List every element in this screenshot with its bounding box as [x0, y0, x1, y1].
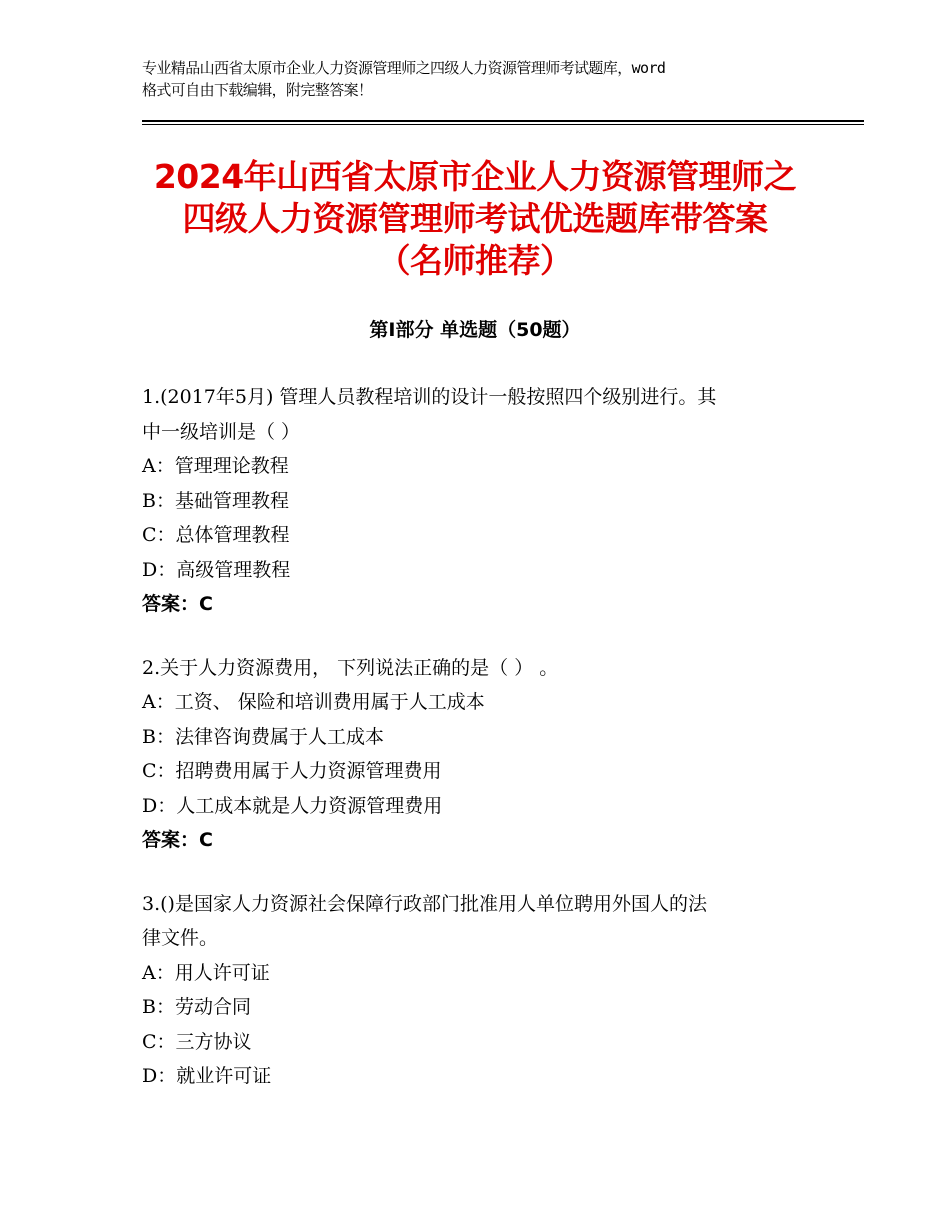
option-b: B：劳动合同	[142, 996, 251, 1018]
header-rule-thin	[142, 124, 864, 125]
header-note-line-1: 专业精品山西省太原市企业人力资源管理师之四级人力资源管理师考试题库，word	[142, 59, 666, 77]
option-c: C：招聘费用属于人力资源管理费用	[142, 760, 442, 782]
answer: 答案：C	[142, 829, 213, 851]
option-b: B：法律咨询费属于人工成本	[142, 725, 384, 748]
question-1	[142, 380, 822, 622]
title-line-3: （名师推荐）	[377, 241, 573, 280]
title-line-1: 2024年山西省太原市企业人力资源管理师之	[153, 157, 797, 196]
question-stem: 1.(2017年5月) 管理人员教程培训的设计一般按照四个级别进行。其	[142, 386, 717, 408]
option-a: A：工资、 保险和培训费用属于人工成本	[142, 691, 485, 713]
question-stem-continued: 中一级培训是（ ）	[142, 420, 301, 443]
option-a: A：用人许可证	[142, 961, 270, 984]
header-note	[142, 57, 832, 101]
question-stem: 3.()是国家人力资源社会保障行政部门批准用人单位聘用外国人的法	[142, 892, 707, 915]
question-list	[142, 380, 822, 1094]
title-line-2: 四级人力资源管理师考试优选题库带答案	[182, 199, 768, 238]
question-gap	[142, 858, 822, 887]
part-heading: 第Ⅰ部分 单选题（50题）	[369, 319, 581, 341]
header-rule-thick	[142, 120, 864, 122]
answer: 答案：C	[142, 593, 213, 615]
question-stem-continued: 律文件。	[142, 927, 219, 949]
option-b: B：基础管理教程	[142, 489, 289, 512]
header-note-line-2: 格式可自由下载编辑，附完整答案！	[142, 81, 373, 99]
option-d: D：高级管理教程	[142, 558, 291, 581]
option-d: D：就业许可证	[142, 1065, 272, 1087]
option-c: C：三方协议	[142, 1030, 252, 1053]
option-d: D：人工成本就是人力资源管理费用	[142, 794, 443, 817]
option-a: A：管理理论教程	[142, 455, 289, 477]
question-3	[142, 887, 822, 1094]
question-2	[142, 651, 822, 858]
question-gap	[142, 622, 822, 651]
question-stem: 2.关于人力资源费用， 下列说法正确的是（ ） 。	[142, 656, 559, 679]
option-c: C：总体管理教程	[142, 524, 290, 546]
document-title	[100, 156, 850, 282]
